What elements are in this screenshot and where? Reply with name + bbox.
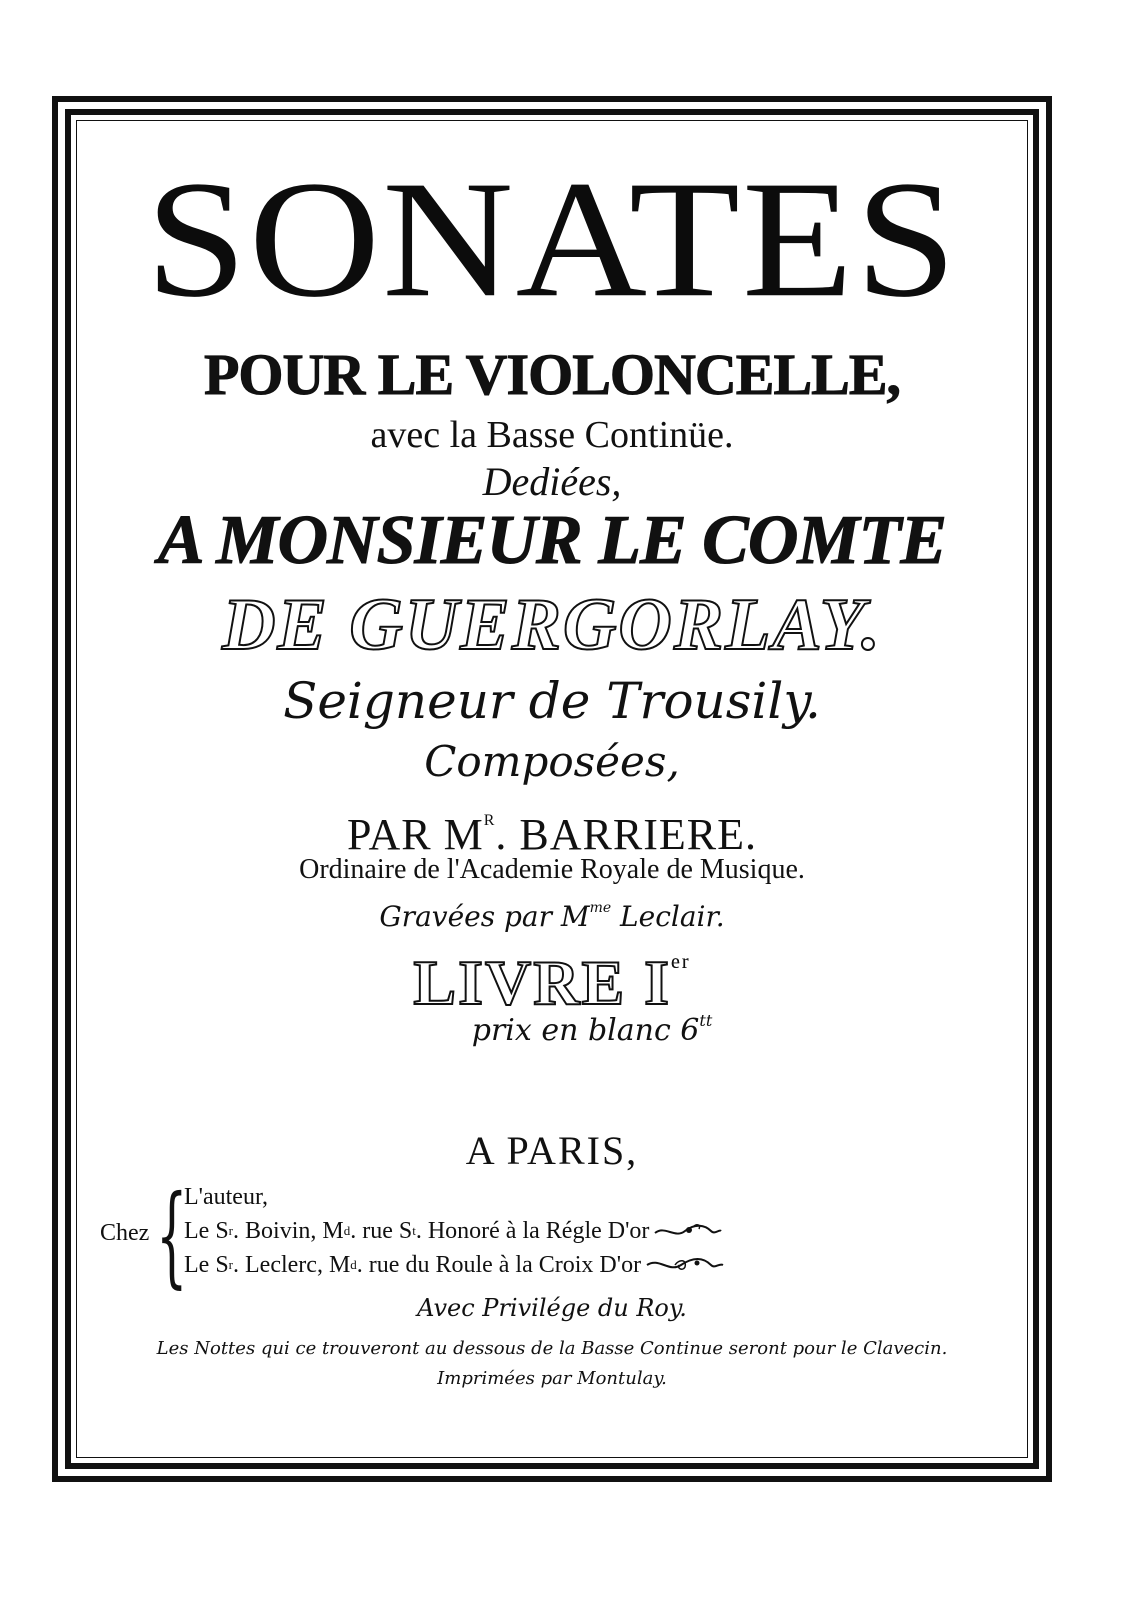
seller-boivin-sup3: t [412, 1223, 416, 1238]
seller-author-text: L'auteur, [184, 1184, 268, 1210]
seller-boivin-tail: . rue S [350, 1218, 413, 1244]
composed-heading: Composées, [424, 737, 680, 786]
seller-line-leclerc [184, 1248, 725, 1282]
seller-leclerc-mid: . Leclerc, M [233, 1252, 351, 1278]
book-text: LIVRE I [413, 947, 672, 1018]
engraver-text: Gravées par M [379, 900, 590, 933]
main-title: SONATES [145, 147, 959, 332]
flourish-icon [645, 1255, 725, 1275]
price-text: prix en blanc 6 [471, 1013, 700, 1048]
book-sup: er [671, 951, 691, 973]
engraver-name: Leclair. [611, 900, 725, 933]
seller-boivin-sup1: r [228, 1223, 234, 1238]
seller-leclerc-text: Le S [184, 1252, 229, 1278]
composer-role: Ordinaire de l'Academie Royale de Musique. [299, 854, 805, 885]
seller-line-author [184, 1180, 725, 1214]
price-line [92, 1002, 1012, 1050]
flourish-icon [653, 1221, 723, 1241]
seller-boivin-mid: . Boivin, M [233, 1218, 344, 1244]
continuo-note: Les Nottes qui ce trouveront au dessous de la Basse Continue seront pour le Clavecin. [156, 1338, 948, 1359]
seller-leclerc-tail: . rue du Roule à la Croix D'or [356, 1252, 642, 1278]
price-sup: tt [699, 1011, 713, 1030]
composer-prefix-sup: R [483, 812, 496, 829]
place-of-publication: A PARIS, [465, 1128, 639, 1173]
printer-line: Imprimées par Montulay. [437, 1368, 667, 1389]
seller-boivin-end: . Honoré à la Régle D'or [415, 1218, 650, 1244]
composer-name: . BARRIERE. [495, 810, 757, 859]
dedication-line-2: DE GUERGORLAY. [222, 584, 882, 666]
dedicatee-title: Seigneur de Trousily. [283, 672, 821, 730]
dedication-heading: Dediées, [482, 459, 622, 504]
seller-boivin-text: Le S [184, 1218, 229, 1244]
privilege-line: Avec Privilége du Roy. [417, 1294, 687, 1322]
title-page-content [92, 140, 1012, 1450]
sellers-list [184, 1180, 725, 1282]
curly-brace-icon: { [156, 1171, 188, 1299]
seller-boivin-sup2: d [343, 1223, 351, 1238]
subtitle-basse: avec la Basse Continüe. [370, 414, 734, 456]
sellers-block [92, 1171, 1012, 1299]
composer-prefix: PAR M [347, 810, 484, 859]
seller-leclerc-sup1: r [228, 1257, 234, 1272]
sellers-chez-label: Chez [100, 1220, 150, 1246]
dedication-line-1: A MONSIEUR LE COMTE [157, 502, 947, 579]
seller-line-boivin [184, 1214, 725, 1248]
seller-leclerc-sup2: d [350, 1257, 357, 1272]
subtitle-instrument: POUR LE VIOLONCELLE, [203, 342, 901, 407]
engraver-sup: me [589, 900, 612, 916]
